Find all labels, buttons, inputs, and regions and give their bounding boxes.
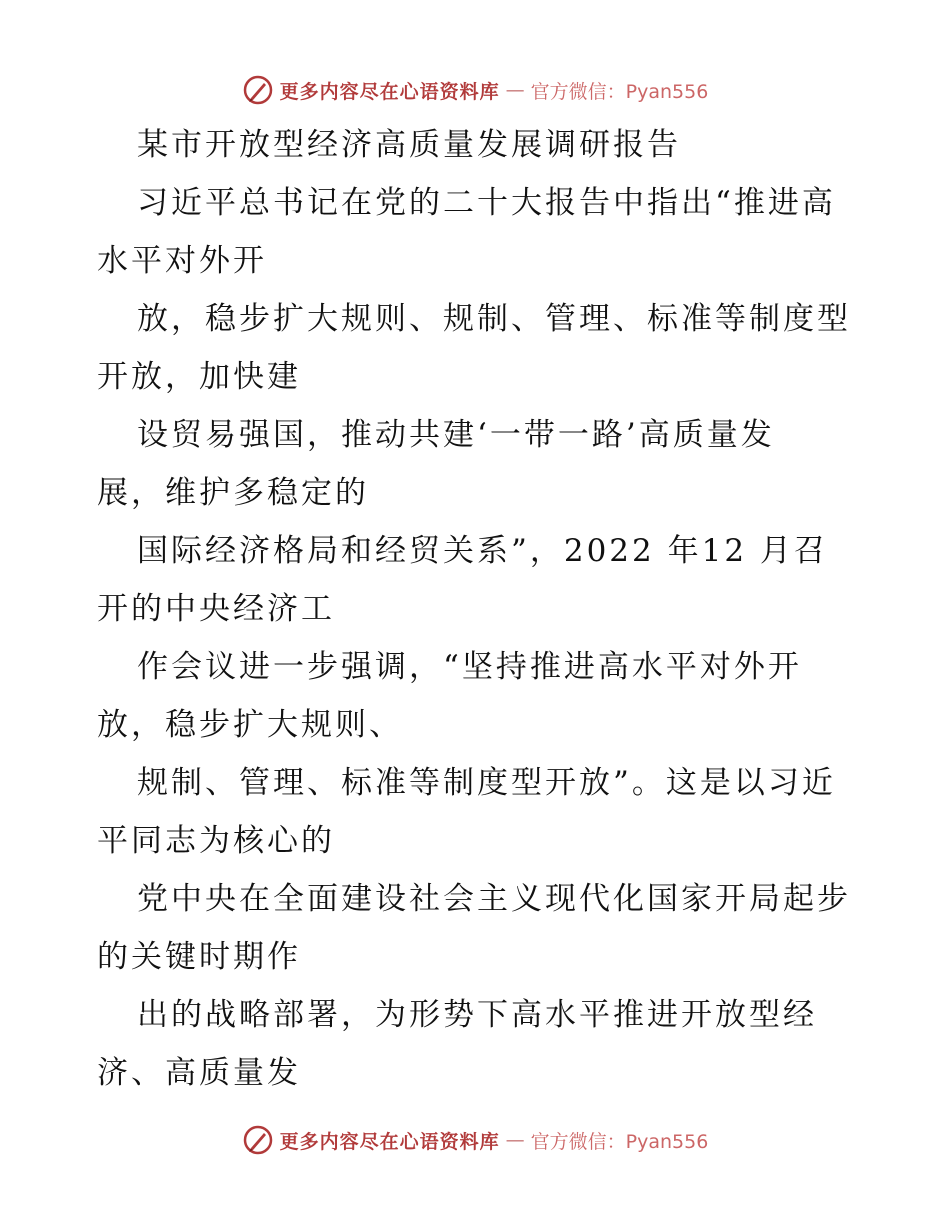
text-line: 国际经济格局和经贸关系”，2022 年12 月召 <box>137 533 828 569</box>
document-title: 某市开放型经济高质量发展调研报告 <box>137 127 681 163</box>
text-line: 习近平总书记在党的二十大报告中指出“推进高 <box>137 185 836 221</box>
footer-watermark <box>0 1120 950 1160</box>
text-line: 出的战略部署，为形势下高水平推进开放型经 <box>137 997 817 1033</box>
text-line: 作会议进一步强调，“坚持推进高水平对外开 <box>137 649 802 685</box>
watermark-separator: — <box>505 1129 525 1151</box>
text-line: 济、高质量发 <box>97 1055 301 1091</box>
document-body <box>97 116 867 1102</box>
pen-feather-circle-icon <box>242 74 274 106</box>
text-line: 放，稳步扩大规则、 <box>97 707 403 743</box>
watermark-contact: 官方微信：Pyan556 <box>530 1130 709 1153</box>
watermark-separator: — <box>505 79 525 101</box>
watermark-text: 更多内容尽在心语资料库 <box>279 1130 500 1153</box>
text-line: 规制、管理、标准等制度型开放”。这是以习近 <box>137 765 836 801</box>
text-line: 放，稳步扩大规则、规制、管理、标准等制度型 <box>137 301 851 337</box>
header-watermark <box>0 70 950 110</box>
text-line: 开的中央经济工 <box>97 591 335 627</box>
pen-feather-circle-icon <box>242 1124 274 1156</box>
text-line: 展，维护多稳定的 <box>97 475 369 511</box>
text-line: 水平对外开 <box>97 243 267 279</box>
text-line: 党中央在全面建设社会主义现代化国家开局起步 <box>137 881 851 917</box>
watermark-contact: 官方微信：Pyan556 <box>530 80 709 103</box>
text-line: 开放，加快建 <box>97 359 301 395</box>
text-line: 平同志为核心的 <box>97 823 335 859</box>
text-line: 的关键时期作 <box>97 939 301 975</box>
text-line: 设贸易强国，推动共建‘一带一路’高质量发 <box>137 417 775 453</box>
watermark-text: 更多内容尽在心语资料库 <box>279 80 500 103</box>
